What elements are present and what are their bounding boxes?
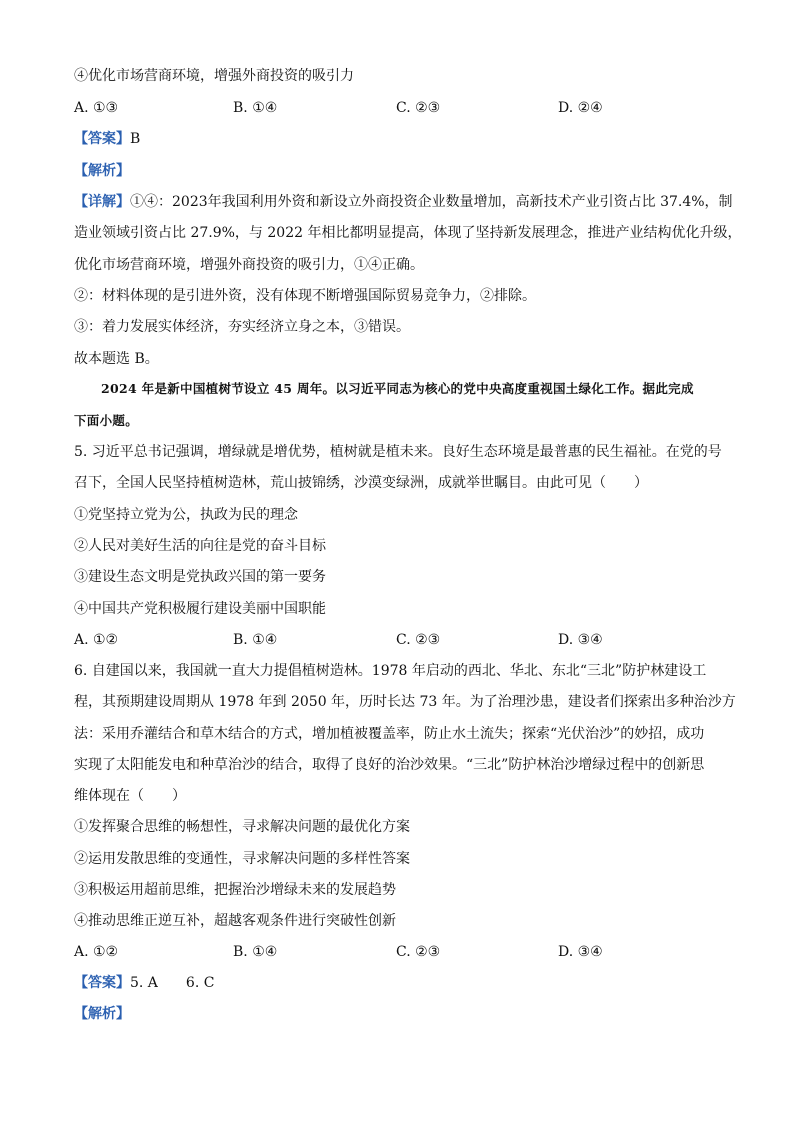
q6-option-4: ④推动思维正逆互补，超越客观条件进行突破性创新 xyxy=(74,913,396,929)
bottom-analysis-tag: 【解析】 xyxy=(74,1006,130,1022)
intro-line-1: 2024 年是新中国植树节设立 45 周年。以习近平同志为核心的党中央高度重视国土绿化工作。据此完成 xyxy=(101,381,694,396)
detail-line-1 xyxy=(74,193,733,211)
detail-line-3: 优化市场营商环境，增强外商投资的吸引力，①④正确。 xyxy=(74,257,424,273)
detail-line-2: 造业领域引资占比 27.9%，与 2022 年相比都明显提高，体现了坚持新发展理念，推进产业结构优化升级， xyxy=(74,225,742,241)
choice-b: B. ①④ xyxy=(233,100,278,116)
note-2: ②：材料体现的是引进外资，没有体现不断增强国际贸易竞争力，②排除。 xyxy=(74,288,536,304)
option-4-text: ④优化市场营商环境，增强外商投资的吸引力 xyxy=(74,68,354,84)
q5-choice-c: C. ②③ xyxy=(396,632,441,648)
choice-d: D. ②④ xyxy=(558,100,603,116)
q5-line-1: 5. 习近平总书记强调，增绿就是增优势，植树就是植未来。良好生态环境是最普惠的民生福祉。在党的号 xyxy=(74,444,722,460)
q6-choice-b: B. ①④ xyxy=(233,944,278,960)
choice-c: C. ②③ xyxy=(396,100,441,116)
q6-choice-c: C. ②③ xyxy=(396,944,441,960)
q5-choice-d: D. ③④ xyxy=(558,632,603,648)
bottom-answer-tag: 【答案】 xyxy=(74,975,130,991)
q6-line-4: 实现了太阳能发电和种草治沙的结合，取得了良好的治沙效果。“三北”防护林治沙增绿过程中的创新思 xyxy=(74,757,705,773)
note-3: ③：着力发展实体经济，夯实经济立身之本，③错误。 xyxy=(74,319,410,335)
detail-tag: 【详解】 xyxy=(74,194,130,210)
answer-line xyxy=(74,130,140,148)
answer-tag: 【答案】 xyxy=(74,131,130,147)
analysis-heading xyxy=(74,162,130,180)
bottom-analysis-heading xyxy=(74,1005,130,1023)
q5-choice-a: A. ①② xyxy=(74,632,119,648)
intro-line-2: 下面小题。 xyxy=(74,413,139,428)
conclusion: 故本题选 B。 xyxy=(74,351,159,367)
analysis-tag: 【解析】 xyxy=(74,163,130,179)
q6-choice-d: D. ③④ xyxy=(558,944,603,960)
q5-option-4: ④中国共产党积极履行建设美丽中国职能 xyxy=(74,601,326,617)
q5-option-1: ①党坚持立党为公，执政为民的理念 xyxy=(74,507,298,523)
q6-choice-a: A. ①② xyxy=(74,944,119,960)
q6-line-2: 程，其预期建设周期从 1978 年到 2050 年，历时长达 73 年。为了治理沙患，建设者们探索出多种治沙方 xyxy=(74,694,736,710)
bottom-answer-value: 5. A 6. C xyxy=(130,975,215,991)
q5-choice-b: B. ①④ xyxy=(233,632,278,648)
q6-option-2: ②运用发散思维的变通性，寻求解决问题的多样性答案 xyxy=(74,851,410,867)
q5-option-2: ②人民对美好生活的向往是党的奋斗目标 xyxy=(74,538,326,554)
q6-line-1: 6. 自建国以来，我国就一直大力提倡植树造林。1978 年启动的西北、华北、东北“三北”防护林建设工 xyxy=(74,663,707,679)
choice-a: A. ①③ xyxy=(74,100,119,116)
bottom-answer-line xyxy=(74,974,214,992)
q6-line-3: 法：采用乔灌结合和草木结合的方式，增加植被覆盖率，防止水土流失；探索“光伏治沙”的妙招，成功 xyxy=(74,726,705,742)
q5-line-2: 召下，全国人民坚持植树造林，荒山披锦绣，沙漠变绿洲，成就举世瞩目。由此可见（ ） xyxy=(74,475,648,491)
answer-value: B xyxy=(130,131,141,147)
detail-text-1: ①④：2023年我国利用外资和新设立外商投资企业数量增加，高新技术产业引资占比 37.4%，制 xyxy=(130,194,733,210)
q6-line-5: 维体现在（ ） xyxy=(74,788,186,804)
q6-option-3: ③积极运用超前思维，把握治沙增绿未来的发展趋势 xyxy=(74,882,396,898)
q5-option-3: ③建设生态文明是党执政兴国的第一要务 xyxy=(74,569,326,585)
q6-option-1: ①发挥聚合思维的畅想性，寻求解决问题的最优化方案 xyxy=(74,819,410,835)
